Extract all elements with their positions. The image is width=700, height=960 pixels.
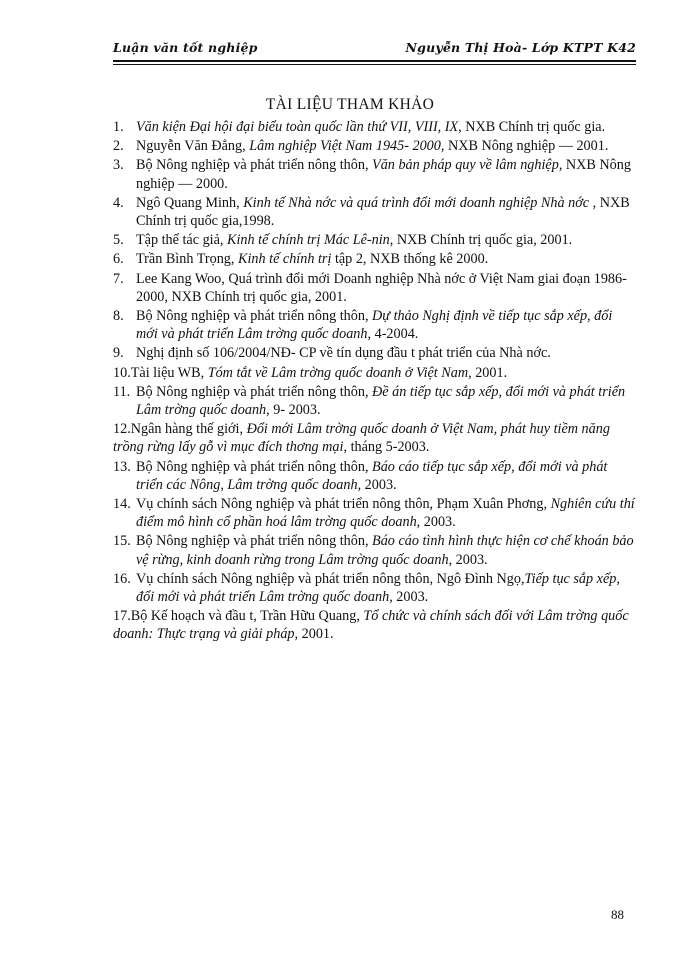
reference-number: 5.	[113, 232, 124, 249]
reference-publisher: , 9- 2003.	[266, 402, 321, 419]
reference-number: 10.	[113, 364, 131, 381]
reference-title: Nghiên cứu thí điểm mô hình cổ phần hoá lâm trờng quốc doanh	[136, 496, 635, 531]
reference-publisher: , 4-2004.	[367, 326, 419, 343]
reference-publisher: , 2003.	[389, 589, 429, 606]
reference-title: Tổ chức và chính sách đối với Lâm trờng quốc doanh: Thực trạng và giải pháp	[113, 608, 629, 643]
reference-number: 2.	[113, 138, 124, 155]
reference-text: Bộ Nông nghiệp và phát triển nông thôn,	[136, 383, 373, 400]
reference-number: 14.	[113, 496, 131, 513]
reference-title: Văn bản pháp quy về lâm nghiệp	[372, 157, 559, 174]
reference-item	[113, 231, 635, 249]
reference-title: Tóm tắt về Lâm trờng quốc doanh ở Việt Nam	[207, 364, 469, 381]
reference-number: 1.	[113, 119, 124, 135]
reference-publisher: , tháng 5-2003.	[343, 439, 430, 456]
page-title: TÀI LIỆU THAM KHẢO	[265, 96, 435, 113]
reference-text: Bộ Nông nghiệp và phát triển nông thôn,	[136, 458, 373, 475]
reference-publisher: , 2003.	[357, 476, 397, 493]
reference-number: 8.	[113, 308, 124, 325]
reference-number: 16.	[113, 570, 131, 587]
reference-text: Bộ Nông nghiệp và phát triển nông thôn,	[136, 308, 373, 325]
header-rule-thick	[113, 60, 636, 62]
reference-text: Vụ chính sách Nông nghiệp và phát triển nông thôn, Ngô Đình Ngọ,	[136, 570, 525, 587]
reference-text: Trần Bình Trọng,	[136, 251, 238, 268]
reference-number: 11.	[113, 383, 131, 400]
reference-text: Nghị định số 106/2004/NĐ- CP về tín dụng đầu t phát triển của Nhà nớc.	[136, 345, 551, 362]
reference-title: Lâm nghiệp Việt Nam 1945- 2000	[249, 138, 441, 155]
reference-title: Đề án tiếp tục sắp xếp, đổi mới và phát triển Lâm trờng quốc doanh	[136, 383, 626, 419]
reference-number: 6.	[113, 251, 124, 268]
reference-publisher: , 2003.	[448, 551, 488, 568]
reference-text: Lee Kang Woo, Quá trình đổi mới Doanh nghiệp Nhà nớc ở Việt Nam giai đoạn 1986-2000, NXB Chính trị quốc gia, 2001.	[136, 270, 627, 305]
reference-publisher: , 2001.	[294, 626, 334, 643]
reference-item	[113, 270, 635, 306]
reference-publisher: , NXB Nông nghiệp — 2001.	[440, 138, 609, 155]
reference-publisher: , NXB Chính trị quốc gia,1998.	[136, 194, 630, 230]
reference-title: Đổi mới Lâm trờng quốc doanh ở Việt Nam, phát huy tiềm năng trồng rừng lấy gỗ vì mục đích thơng mại	[113, 421, 610, 456]
reference-title: Dự thảo Nghị định về tiếp tục sắp xếp, đổi mới và phát triển Lâm trờng quốc doanh	[136, 308, 613, 343]
reference-number: 12.	[113, 421, 131, 438]
reference-text: Tài liệu WB,	[130, 364, 208, 381]
reference-item	[113, 156, 635, 192]
reference-text: Bộ Kế hoạch và đầu t, Trần Hữu Quang,	[130, 608, 364, 625]
reference-title: Báo cáo tiếp tục sắp xếp, đổi mới và phát triển các Nông, Lâm trờng quốc doanh	[136, 458, 608, 493]
page-header	[113, 40, 636, 64]
reference-text: Ngân hàng thế giới,	[130, 421, 247, 438]
reference-publisher: , 2003.	[416, 514, 456, 531]
header-rule-thin	[113, 64, 636, 65]
reference-title: Kinh tế Nhà nớc và quá trình đổi mới doanh nghiệp Nhà nớc	[243, 194, 593, 211]
reference-publisher: , NXB Chính trị quốc gia, 2001.	[389, 232, 573, 249]
reference-item	[113, 607, 635, 643]
reference-title: Tiếp tục sắp xếp, đổi mới và phát triển Lâm trờng quốc doanh	[136, 570, 620, 606]
reference-number: 7.	[113, 270, 124, 287]
reference-item	[113, 570, 635, 606]
reference-item	[113, 383, 635, 419]
reference-number: 17.	[113, 608, 131, 625]
reference-publisher: tập 2, NXB thống kê 2000.	[331, 251, 489, 268]
reference-item	[113, 118, 635, 136]
reference-text: Bộ Nông nghiệp và phát triển nông thôn,	[136, 533, 373, 550]
page-number: 88	[611, 907, 624, 922]
reference-text: Nguyễn Văn Đẳng,	[136, 138, 250, 155]
reference-item	[113, 344, 635, 362]
reference-item	[113, 194, 635, 230]
reference-item	[113, 532, 635, 568]
reference-number: 13.	[113, 458, 131, 475]
reference-number: 15.	[113, 533, 131, 550]
reference-item	[113, 364, 635, 382]
reference-title: Kinh tế chính trị	[237, 251, 332, 268]
reference-text: Vụ chính sách Nông nghiệp và phát triển nông thôn, Phạm Xuân Phơng,	[136, 496, 551, 513]
reference-number: 3.	[113, 157, 124, 174]
reference-text: Bộ Nông nghiệp và phát triển nông thôn,	[136, 157, 373, 174]
reference-title: Kinh tế chính trị Mác Lê-nin	[227, 232, 390, 249]
reference-item	[113, 307, 635, 343]
reference-publisher: , 2001.	[468, 364, 508, 381]
header-left-text: Luận văn tốt nghiệp	[113, 40, 258, 55]
reference-publisher: , NXB Nông nghiệp — 2000.	[136, 157, 631, 192]
reference-item	[113, 250, 635, 268]
reference-title: Báo cáo tình hình thực hiện cơ chế khoán bảo vệ rừng, kinh doanh rừng trong Lâm trờng quốc doanh	[136, 533, 634, 568]
reference-item	[113, 495, 635, 531]
reference-item	[113, 137, 635, 155]
reference-item	[113, 458, 635, 494]
reference-number: 4.	[113, 194, 124, 211]
reference-list	[113, 118, 635, 645]
reference-item	[113, 420, 635, 456]
reference-title: Văn kiện Đại hội đại biểu toàn quốc lần thứ VII, VIII, IX,	[136, 119, 462, 135]
reference-publisher: NXB Chính trị quốc gia.	[461, 119, 606, 135]
header-right-text: Nguyễn Thị Hoà- Lớp KTPT K42	[405, 40, 636, 55]
reference-number: 9.	[113, 345, 124, 362]
reference-text: Ngô Quang Minh,	[136, 194, 244, 211]
reference-text: Tập thể tác giả,	[136, 232, 227, 249]
